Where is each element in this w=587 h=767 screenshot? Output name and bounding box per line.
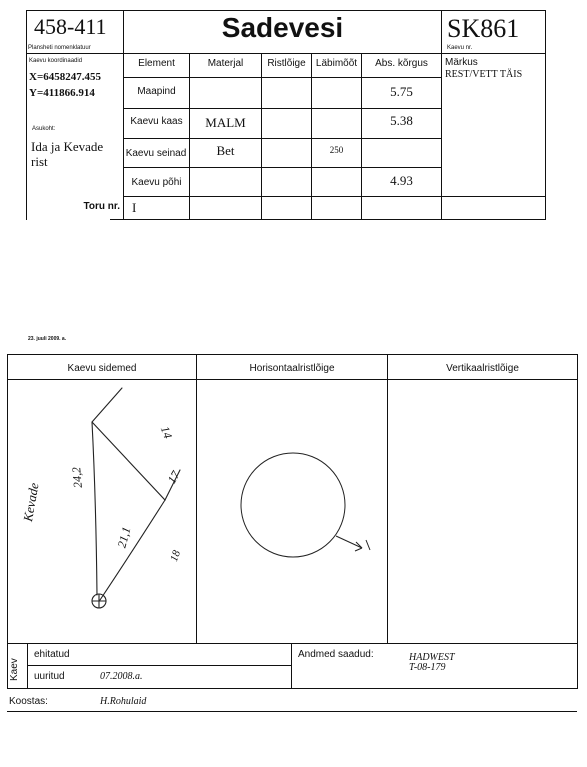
table-cell-material: MALM (205, 115, 246, 130)
pipe-label: Toru nr. (83, 201, 120, 212)
surveyed-label: uuritud (34, 671, 65, 682)
surveyed-value: 07.2008.a. (100, 671, 143, 682)
table-header-cross-section: Ristlõige (267, 58, 306, 69)
footer-bottom-rule (7, 688, 577, 689)
table-cell-elevation: 4.93 (390, 173, 413, 188)
coordinate-x: X=6458247.455 (29, 71, 101, 83)
footer-side-divider (27, 644, 28, 688)
map-sheet-label: Plansheti nomenklatuur (28, 45, 91, 51)
sketch-label-distance: 17 (164, 468, 183, 486)
sketch-label-distance: 18 (167, 548, 184, 564)
data-source-line1: HADWEST (409, 652, 455, 663)
compiled-value: H.Rohulaid (100, 696, 147, 707)
data-source-label: Andmed saadud: (298, 649, 374, 660)
page-title: Sadevesi (221, 12, 344, 43)
sketch-label-distance: 14 (157, 424, 176, 441)
footer-side-label: Kaev (9, 658, 20, 681)
coordinate-y: Y=411866.914 (29, 87, 95, 99)
pipe-value: I (132, 200, 137, 215)
footer-mid-divider (291, 644, 292, 688)
pipe-pointer (336, 536, 362, 548)
remarks-value: REST/VETT TÄIS (445, 69, 523, 80)
table-cell-diameter: 250 (329, 145, 344, 155)
table-header-element: Element (138, 58, 175, 69)
well-id-label: Kaevu nr. (447, 45, 473, 51)
table-header-diameter: Läbimõõt (315, 58, 358, 69)
table-cell-element: Kaevu põhi (131, 177, 182, 188)
section-title-vertical: Vertikaalristlõige (446, 363, 519, 374)
well-id: SK861 (447, 14, 520, 43)
sketch-label-distance: 21,1 (114, 525, 134, 550)
table-header-material: Materjal (207, 58, 244, 69)
compiled-label: Koostas: (9, 696, 48, 707)
remarks-label: Märkus (445, 57, 478, 68)
sketch-label-distance: 24,2 (69, 466, 85, 489)
sketch-label-street: Kevade (20, 481, 42, 523)
coordinates-label: Kaevu koordinaadid (29, 58, 83, 64)
built-label: ehitatud (34, 649, 70, 660)
table-cell-material: Bet (216, 143, 235, 158)
footer-row-rule (27, 665, 291, 666)
map-sheet-number: 458-411 (34, 14, 107, 39)
date-stamp: 23. juuli 2009. a. (28, 336, 67, 342)
well-outline-icon (241, 453, 345, 557)
section-title-connections: Kaevu sidemed (67, 363, 137, 374)
location-line2: rist (31, 154, 48, 169)
compiled-rule (7, 711, 577, 712)
table-cell-element: Kaevu kaas (130, 116, 183, 127)
section-title-horizontal: Horisontaalristlõige (249, 363, 335, 374)
location-label: Asukoht: (32, 126, 56, 132)
location-line1: Ida ja Kevade (31, 139, 104, 154)
data-source-line2: T-08-179 (409, 662, 446, 673)
table-header-elevation: Abs. kõrgus (375, 58, 428, 69)
table-cell-elevation: 5.75 (390, 84, 413, 99)
table-cell-elevation: 5.38 (390, 113, 413, 128)
table-cell-element: Kaevu seinad (125, 148, 187, 159)
table-cell-element: Maapind (137, 86, 176, 97)
